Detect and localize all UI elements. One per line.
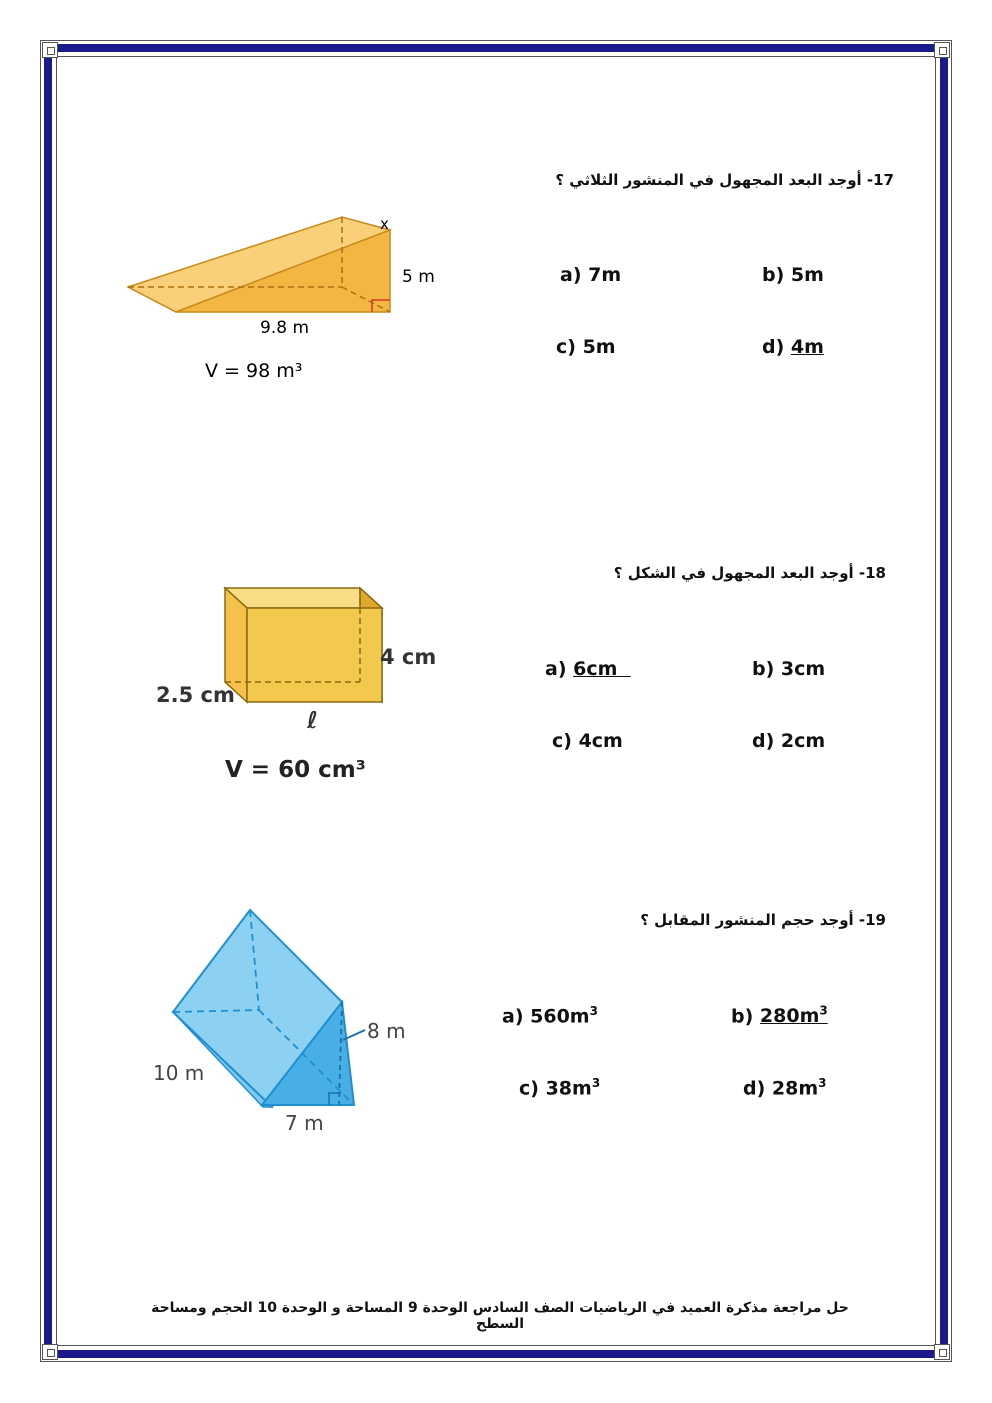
box-length-label: ℓ [307,708,318,734]
q17-option-a[interactable]: a) 7m [560,264,622,286]
q18-option-d[interactable]: d) 2cm [752,730,826,752]
page-footer: حل مراجعة مذكرة العميد في الرياضيات الصف السادس الوحدة 9 المساحة و الوحدة 10 الحجم ومساحة السطح [151,1300,849,1332]
box-height-label: 4 cm [380,645,437,669]
q17-option-b[interactable]: b) 5m [762,264,824,286]
prism-length-label: 10 m [153,1061,205,1085]
q18-option-c[interactable]: c) 4cm [552,730,623,752]
q19-option-a[interactable]: a) $560m^3$ [502,1004,598,1028]
q19-option-d[interactable]: d) $28m^3$ [743,1076,827,1100]
box-volume-label: V = 60 cm³ [225,757,366,783]
q19-option-c[interactable]: c) $38m^3$ [519,1076,601,1100]
frame-corner-ornament [42,42,58,58]
frame-corner-ornament [934,42,950,58]
q18-option-b[interactable]: b) 3cm [752,658,826,680]
prism-height-label: 5 m [402,267,435,287]
rectangular-prism-figure [150,580,460,790]
prism-height-label-blue: 8 m [367,1019,406,1043]
frame-corner-ornament [42,1344,58,1360]
q17-option-c[interactable]: c) 5m [556,336,616,358]
question-19-text: 19- أوجد حجم المنشور المقابل ؟ [640,911,886,929]
question-17-text: 17- أوجد البعد المجهول في المنشور الثلاثي ؟ [555,171,894,189]
prism-base-label-blue: 7 m [285,1111,324,1135]
q18-option-a[interactable]: a) 6cm [545,658,618,680]
box-width-label: 2.5 cm [156,683,235,707]
prism-volume-label: V = 98 m³ [205,360,303,382]
prism-x-label: x [380,215,389,233]
frame-corner-ornament [934,1344,950,1360]
prism-base-label: 9.8 m [260,318,309,338]
q19-option-b[interactable]: b) $280m^3$ [731,1004,828,1028]
question-18-text: 18- أوجد البعد المجهول في الشكل ؟ [613,564,886,582]
q17-option-d[interactable]: d) 4m [762,336,824,358]
triangular-prism-figure [110,205,470,390]
triangular-prism-blue-figure [145,900,435,1145]
